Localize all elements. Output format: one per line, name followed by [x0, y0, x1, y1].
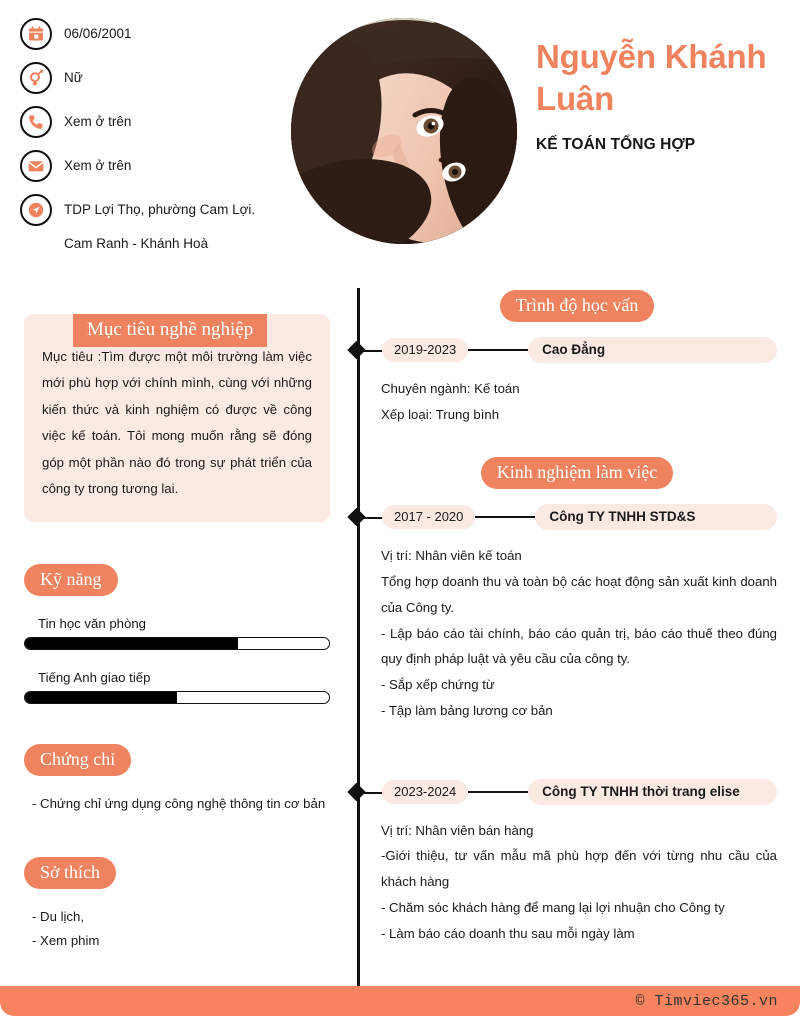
contact-address-text: TDP Lợi Thọ, phường Cam Lợi.	[64, 202, 256, 217]
entry-line: Tổng hợp doanh thu và toàn bộ các hoạt động sản xuất kinh doanh của Công ty.	[381, 574, 777, 615]
connector-right	[475, 516, 535, 518]
experience-entry	[357, 505, 777, 723]
section-skills	[24, 564, 330, 704]
job-title: KẾ TOÁN TỔNG HỢP	[536, 136, 696, 154]
entry-body	[381, 543, 777, 723]
section-title-hobbies: Sở thích	[24, 857, 116, 889]
entry-line: - Sắp xếp chứng từ	[381, 677, 495, 693]
connector-left	[363, 792, 383, 794]
entry-line: Vị trí: Nhân viên kế toán	[381, 548, 522, 564]
entry-line: - Lập báo cáo tài chính, báo cáo quản trị, báo cáo thuế theo đúng quy định pháp luật và yêu cầu của công ty.	[381, 625, 777, 667]
footer-bar	[0, 986, 800, 1016]
entry-line: - Làm báo cáo doanh thu sau mỗi ngày làm	[381, 925, 635, 941]
entry-date: 2023-2024	[382, 780, 468, 804]
connector-left	[363, 350, 383, 352]
section-hobbies	[24, 857, 330, 954]
connector-right	[468, 791, 528, 793]
experience-entry	[357, 780, 777, 947]
objective-body: Mục tiêu :Tìm được một môi trường làm việc mới phù hợp với chính mình, cùng với những kiến thức và kinh nghiệm có được về công việc kế toán. Tôi mong muốn rằng sẽ đóng góp một phần nào đó trong sự phát triển của công ty trong tương lai.	[24, 314, 330, 522]
name-block	[536, 36, 788, 154]
contact-item-gender	[20, 62, 290, 94]
entry-title: Công TY TNHH STD&S	[535, 504, 777, 530]
entry-line: Vị trí: Nhân viên bán hàng	[381, 822, 534, 838]
page-title: Nguyễn Khánh Luân	[536, 38, 767, 118]
section-title-certificates: Chứng chỉ	[24, 744, 131, 776]
timeline-row	[357, 338, 777, 362]
contact-item-phone	[20, 106, 290, 138]
entry-body	[381, 376, 777, 427]
envelope-icon	[20, 150, 52, 182]
section-title-skills: Kỹ năng	[24, 564, 118, 596]
location-icon	[20, 194, 52, 226]
contact-address-line2: Cam Ranh - Khánh Hoà	[64, 236, 209, 251]
gender-icon	[20, 62, 52, 94]
contact-phone-text: Xem ở trên	[64, 114, 132, 129]
list-item: - Chứng chỉ ứng dụng công nghệ thông tin cơ bản	[32, 796, 326, 812]
connector-right	[468, 349, 528, 351]
contact-item-address	[20, 194, 290, 226]
contact-item-email	[20, 150, 290, 182]
section-title-objective: Mục tiêu nghề nghiệp	[73, 314, 267, 347]
skill-item	[24, 670, 330, 704]
contact-email-text: Xem ở trên	[64, 158, 132, 173]
contact-item-birthdate	[20, 18, 290, 50]
footer-copyright: © Timviec365.vn	[635, 992, 778, 1010]
certificates-body	[32, 792, 330, 816]
left-column	[24, 296, 330, 954]
entry-date: 2019-2023	[382, 338, 468, 362]
hobbies-body	[32, 905, 330, 954]
timeline-row	[357, 780, 777, 804]
list-item: - Du lịch,	[32, 908, 85, 924]
section-title-experience: Kinh nghiệm làm việc	[481, 457, 673, 489]
skill-label: Tin học văn phòng	[38, 616, 147, 632]
skill-item	[24, 616, 330, 650]
phone-icon	[20, 106, 52, 138]
contact-list	[20, 18, 290, 264]
section-title-education: Trình độ học vấn	[500, 290, 655, 322]
entry-line: - Chăm sóc khách hàng để mang lại lợi nhuận cho Công ty	[381, 899, 725, 915]
entry-title: Cao Đẳng	[528, 337, 777, 363]
education-entry	[357, 338, 777, 427]
right-column	[357, 290, 777, 946]
skill-bar	[24, 637, 330, 650]
entry-body	[381, 818, 777, 947]
profile-photo	[291, 18, 517, 244]
entry-title: Công TY TNHH thời trang elise	[528, 779, 777, 805]
entry-date: 2017 - 2020	[382, 505, 475, 529]
skill-bar-fill	[25, 692, 177, 703]
cv-header	[0, 0, 800, 270]
section-experience	[357, 457, 777, 946]
contact-birthdate-text: 06/06/2001	[64, 26, 132, 41]
entry-line: - Tập làm bảng lương cơ bản	[381, 702, 553, 718]
skill-bar	[24, 691, 330, 704]
connector-left	[363, 517, 383, 519]
timeline-row	[357, 505, 777, 529]
section-objective	[24, 314, 330, 522]
entry-line: -Giới thiệu, tư vấn mẫu mã phù hợp đến với từng nhu cầu của khách hàng	[381, 848, 777, 890]
section-certificates	[24, 744, 330, 816]
skill-bar-fill	[25, 638, 238, 649]
skill-label: Tiếng Anh giao tiếp	[38, 670, 151, 686]
calendar-icon	[20, 18, 52, 50]
list-item: - Xem phim	[32, 933, 100, 949]
entry-line: Chuyên ngành: Kế toán	[381, 381, 520, 396]
entry-line: Xếp loại: Trung bình	[381, 406, 500, 422]
contact-gender-text: Nữ	[64, 70, 83, 85]
section-education	[357, 290, 777, 427]
